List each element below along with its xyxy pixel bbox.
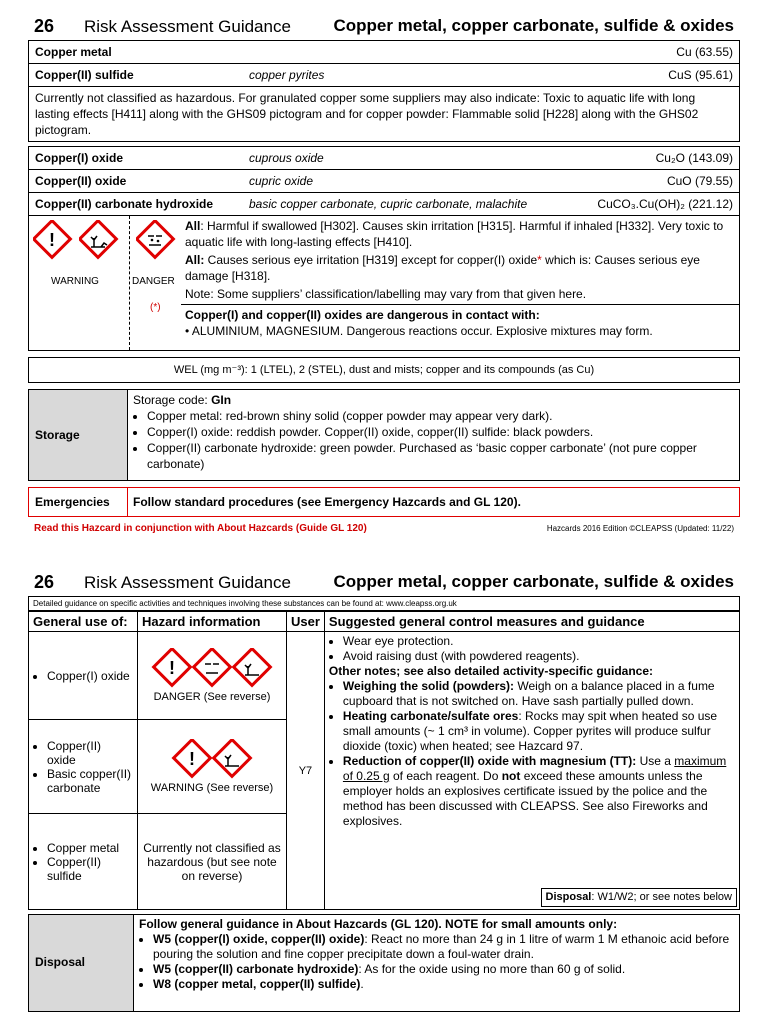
disposal-box	[28, 914, 740, 1012]
all-label: All:	[185, 253, 205, 267]
incompatibility-item: ALUMINIUM, MAGNESIUM. Dangerous reactions occur. Explosive mixtures may form.	[191, 324, 653, 338]
footer-edition: Hazcards 2016 Edition ©CLEAPSS (Updated: 11/22)	[546, 524, 734, 533]
col-header: Suggested general control measures and guidance	[324, 612, 739, 632]
hazcard-back	[28, 572, 740, 1012]
hazcard-front	[28, 16, 740, 539]
disposal-content	[139, 917, 735, 992]
storage-label: Storage	[35, 428, 80, 442]
use-item: • Copper(I) oxide	[47, 669, 133, 683]
guidance-text: Use a	[636, 754, 675, 768]
col-header: Hazard information	[138, 612, 287, 632]
all-label: All	[185, 219, 201, 233]
substance-formula: Cu₂O (143.09)	[655, 151, 733, 165]
supplier-note: Note: Some suppliers’ classification/labelling may vary from that given here.	[185, 287, 587, 301]
substance-formula: CuCO₃.Cu(OH)₂ (221.12)	[597, 197, 733, 211]
corrosion-icon	[136, 220, 176, 260]
guidance-item: • Avoid raising dust (with powdered reagents).	[343, 649, 735, 664]
guidance-limit: maximum of 0.25 g	[342, 754, 727, 783]
storage-code-label: Storage code:	[133, 393, 212, 407]
substance-row	[29, 63, 739, 86]
guidance-table	[28, 611, 740, 910]
page-title: Copper metal, copper carbonate, sulfide & oxides	[333, 572, 734, 591]
emergencies-label: Emergencies	[35, 495, 110, 509]
disposal-label: Disposal	[35, 955, 86, 969]
emergencies-box	[28, 487, 740, 517]
substance-synonym: cupric oxide	[249, 174, 314, 188]
use-item: • Copper(II) sulfide	[47, 855, 133, 883]
hazard-statement: : Harmful if swallowed [H302]. Causes skin irritation [H315]. Harmful if inhaled [H332]. Very toxic to aquatic life with long-lasting effects [H410].	[185, 219, 724, 249]
substance-formula: Cu (63.55)	[676, 45, 733, 59]
guidance-emphasis: not	[501, 769, 521, 783]
use-cell	[29, 632, 138, 720]
disposal-text: : React no more than 24 g in 1 litre of warm 1 M ethanoic acid before pouring the solution and fine copper precipitate down a foul-water drain.	[153, 932, 730, 961]
detail-link: Detailed guidance on specific activities and techniques involving these substances can be found at: www.cleapss.org.uk	[28, 596, 740, 611]
environment-icon	[79, 220, 119, 260]
header-subtitle: Risk Assessment Guidance	[84, 573, 291, 592]
header-subtitle: Risk Assessment Guidance	[84, 17, 291, 36]
use-item: • Basic copper(II) carbonate	[47, 767, 133, 795]
storage-code: GIn	[211, 393, 232, 407]
guidance-key: Reduction of copper(II) oxide with magnesium (TT):	[342, 754, 637, 768]
guidance-text: of each reagent. Do	[389, 769, 502, 783]
svg-text:!: !	[49, 230, 55, 250]
col-header: User	[287, 612, 325, 632]
disposal-note-text: : W1/W2; or see notes below	[591, 891, 732, 903]
hazard-cell	[138, 632, 287, 720]
substance-synonym: cuprous oxide	[249, 151, 324, 165]
danger-mark: (*)	[150, 302, 161, 313]
use-cell	[29, 720, 138, 814]
incompatibility-heading: Copper(I) and copper(II) oxides are dangerous in contact with:	[185, 308, 540, 322]
warning-label: WARNING	[51, 276, 99, 287]
hazcard-number: 26	[34, 16, 55, 36]
classification-note: Currently not classified as hazardous. For granulated copper some suppliers may also indicate: Toxic to aquatic life with long lasting effects [H411] along with the GHS09 pictogram and for copper powder: Flammable solid [H228] along with the GHS02 pictogram.	[29, 86, 739, 141]
storage-box	[28, 389, 740, 481]
use-cell	[29, 814, 138, 910]
substance-name: Copper(II) carbonate hydroxide	[35, 197, 214, 211]
hazard-section	[29, 215, 739, 350]
page-header	[28, 16, 740, 40]
substance-name: Copper(I) oxide	[35, 151, 124, 165]
disposal-key: W5 (copper(II) carbonate hydroxide)	[153, 962, 359, 976]
page-header	[28, 572, 740, 596]
substance-formula: CuO (79.55)	[666, 174, 733, 188]
svg-text:!: !	[189, 749, 195, 769]
hazard-text: All: Harmful if swallowed [H302]. Causes skin irritation [H315]. Harmful if inhaled [H332]. Very toxic to aquatic life with long-lasting effects [H410]. All: Causes serious eye irritation [H319] except for copper(I) oxide* which is: Causes serious eye damage [H318]. Note: Some suppliers’ classification/labelling may vary from that given here. Copper(I) and copper(II) oxides are dangerous in contact with: • ALUMINIUM, MAGNESIUM. Dangerous reactions occur. Explosive mixtures may form.	[185, 218, 733, 339]
hazard-statement: which is: Causes serious eye damage [H318].	[185, 253, 700, 283]
disposal-label-cell	[29, 915, 134, 1011]
disposal-key: W8 (copper metal, copper(II) sulfide)	[153, 977, 361, 991]
storage-label-cell	[29, 390, 128, 480]
substance-name: Copper metal	[35, 45, 112, 59]
user-level: Y7	[287, 632, 325, 910]
disposal-note-label: Disposal	[545, 891, 592, 903]
substance-name: Copper(II) oxide	[35, 174, 127, 188]
warning-pictograms	[169, 739, 255, 779]
disposal-note	[541, 888, 737, 907]
disposal-intro: Follow general guidance in About Hazcards (GL 120). NOTE for small amounts only:	[139, 917, 618, 931]
svg-text:!: !	[169, 658, 175, 678]
substance-synonym: basic copper carbonate, cupric carbonate, malachite	[249, 197, 528, 211]
hazard-cell: Currently not classified as hazardous (but see note on reverse)	[138, 814, 287, 910]
substance-box-1	[28, 40, 740, 142]
danger-pictograms	[149, 648, 275, 688]
other-notes-heading: Other notes; see also detailed activity-specific guidance:	[328, 664, 654, 678]
guidance-text: : Rocks may spit when heated so use small amounts (~ 1 cm³ in volume). Copper pyrites will produce sulfur dioxide (toxic) when heated; see Hazcard 97.	[342, 709, 718, 753]
substance-row	[29, 147, 739, 169]
hazard-statement: Causes serious eye irritation [H319] except for copper(I) oxide	[204, 253, 538, 267]
storage-content	[133, 392, 733, 472]
footer	[28, 521, 740, 539]
substance-name: Copper(II) sulfide	[35, 68, 134, 82]
hazcard-number: 26	[34, 572, 55, 592]
wel-box: WEL (mg m⁻³): 1 (LTEL), 2 (STEL), dust and mists; copper and its compounds (as Cu)	[28, 357, 740, 383]
disposal-text: .	[360, 977, 364, 991]
storage-item: • Copper(I) oxide: reddish powder. Copper(II) oxide, copper(II) sulfide: black powders.	[147, 424, 733, 440]
substance-box-2	[28, 146, 740, 351]
page-title: Copper metal, copper carbonate, sulfide & oxides	[333, 16, 734, 35]
use-item: • Copper(II) oxide	[47, 739, 133, 767]
guidance-key: Heating carbonate/sulfate ores	[342, 709, 519, 723]
hazard-label: WARNING (See reverse)	[150, 782, 274, 794]
guidance-text: Weigh on a balance placed in a fume cupboard that is not switched on. Have sash partially pulled down.	[342, 679, 715, 708]
use-item: • Copper metal	[47, 841, 133, 855]
disposal-text: : As for the oxide using no more than 60 g of solid.	[358, 962, 626, 976]
danger-star: *	[537, 253, 542, 267]
guidance-text: exceed these amounts unless the employer holds an explosives certificate issued by the police and the method has been discussed with CLEAPSS. See also Fireworks and explosives.	[342, 769, 708, 828]
emergencies-text: Follow standard procedures (see Emergency Hazcards and GL 120).	[133, 495, 521, 509]
warning-pictograms	[29, 216, 129, 350]
disposal-key: W5 (copper(I) oxide, copper(II) oxide)	[153, 932, 365, 946]
substance-row	[29, 41, 739, 63]
substance-synonym: copper pyrites	[249, 68, 325, 82]
guidance-item: • Wear eye protection.	[343, 634, 735, 649]
guidance-cell	[324, 632, 739, 910]
hazard-label: DANGER (See reverse)	[153, 691, 271, 703]
exclamation-icon	[33, 220, 73, 260]
col-header: General use of:	[29, 612, 138, 632]
substance-row	[29, 192, 739, 215]
guidance-key: Weighing the solid (powders):	[342, 679, 515, 693]
storage-item: • Copper metal: red-brown shiny solid (copper powder may appear very dark).	[147, 408, 733, 424]
footer-note: Read this Hazcard in conjunction with About Hazcards (Guide GL 120)	[34, 523, 367, 534]
danger-label: DANGER	[132, 276, 175, 287]
storage-item: • Copper(II) carbonate hydroxide: green powder. Purchased as ‘basic copper carbonate’ (not pure copper carbonate)	[147, 440, 733, 472]
substance-formula: CuS (95.61)	[668, 68, 733, 82]
hazard-cell	[138, 720, 287, 814]
substance-row	[29, 169, 739, 192]
danger-pictogram	[129, 216, 182, 350]
